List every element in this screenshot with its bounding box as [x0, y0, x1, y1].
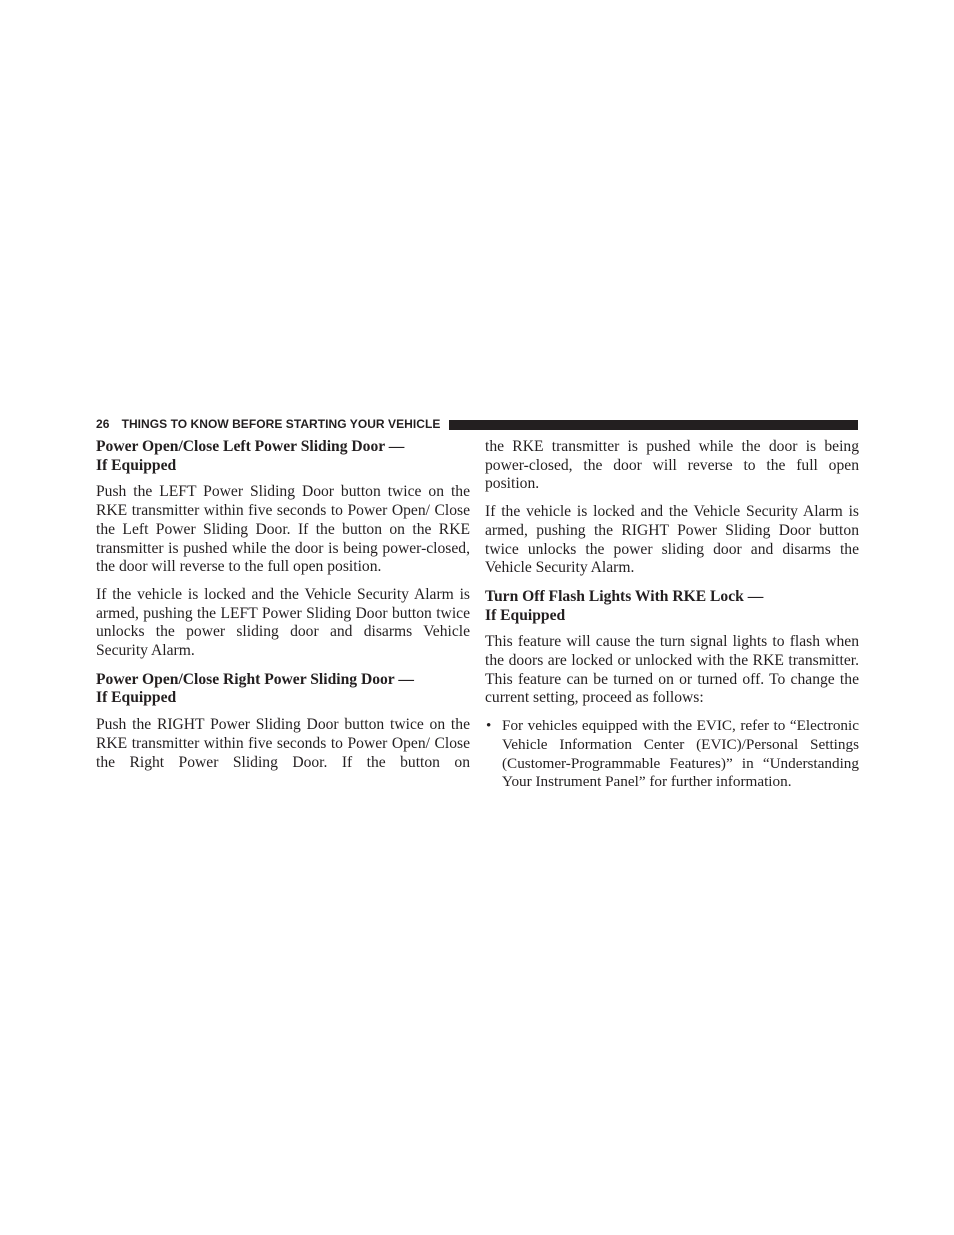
header-rule-bar	[449, 420, 858, 430]
heading-right-door-line1: Power Open/Close Right Power Sliding Door —	[96, 670, 414, 688]
list-item	[485, 717, 859, 792]
section-title: THINGS TO KNOW BEFORE STARTING YOUR VEHICLE	[121, 417, 441, 431]
bullet-icon: •	[486, 717, 492, 735]
heading-right-door	[96, 670, 470, 708]
evic-bullet-text: For vehicles equipped with the EVIC, refer to “Electronic Vehicle Information Center (EVIC)/Personal Settings (Customer-Programmable Features)” in “Understanding Your Instrument Panel” for further information.	[502, 717, 859, 791]
right-column	[485, 437, 859, 792]
left-door-alarm-paragraph: If the vehicle is locked and the Vehicle Security Alarm is armed, pushing the LEFT Power Sliding Door button twice unlocks the power sliding door and disarms Vehicle Security Alarm.	[96, 585, 470, 660]
heading-left-door-line1: Power Open/Close Left Power Sliding Door —	[96, 438, 405, 455]
page-header	[96, 417, 858, 431]
bullet-list	[485, 717, 859, 792]
heading-flash-lights-line2: If Equipped	[485, 606, 566, 624]
right-door-alarm-paragraph: If the vehicle is locked and the Vehicle Security Alarm is armed, pushing the RIGHT Power Sliding Door button twice unlocks the power sliding door and disarms the Vehicle Security Alarm.	[485, 503, 859, 577]
left-column	[96, 437, 470, 781]
right-door-paragraph-start: Push the RIGHT Power Sliding Door button twice on the RKE transmitter within five seconds to Power Open/ Close the Right Power Sliding Door. If the button on	[96, 716, 470, 771]
page-number: 26	[96, 417, 110, 431]
heading-flash-lights	[485, 587, 859, 625]
left-door-paragraph: Push the LEFT Power Sliding Door button twice on the RKE transmitter within five seconds to Power Open/ Close the Left Power Sliding Door. If the button on the RKE transmitter is pushed while the door is being power-closed, the door will reverse to the full open position.	[96, 483, 470, 576]
heading-left-door-line2: If Equipped	[96, 456, 177, 474]
heading-right-door-line2: If Equipped	[96, 689, 177, 707]
flash-lights-paragraph: This feature will cause the turn signal lights to flash when the doors are locked or unlocked with the RKE transmitter. This feature can be turned on or turned off. To change the current setting, proceed as follows:	[485, 633, 859, 707]
right-door-paragraph-end: the RKE transmitter is pushed while the door is being power-closed, the door will reverse to the full open position.	[485, 438, 859, 493]
heading-left-door	[96, 437, 470, 475]
heading-flash-lights-line1: Turn Off Flash Lights With RKE Lock —	[485, 587, 764, 605]
